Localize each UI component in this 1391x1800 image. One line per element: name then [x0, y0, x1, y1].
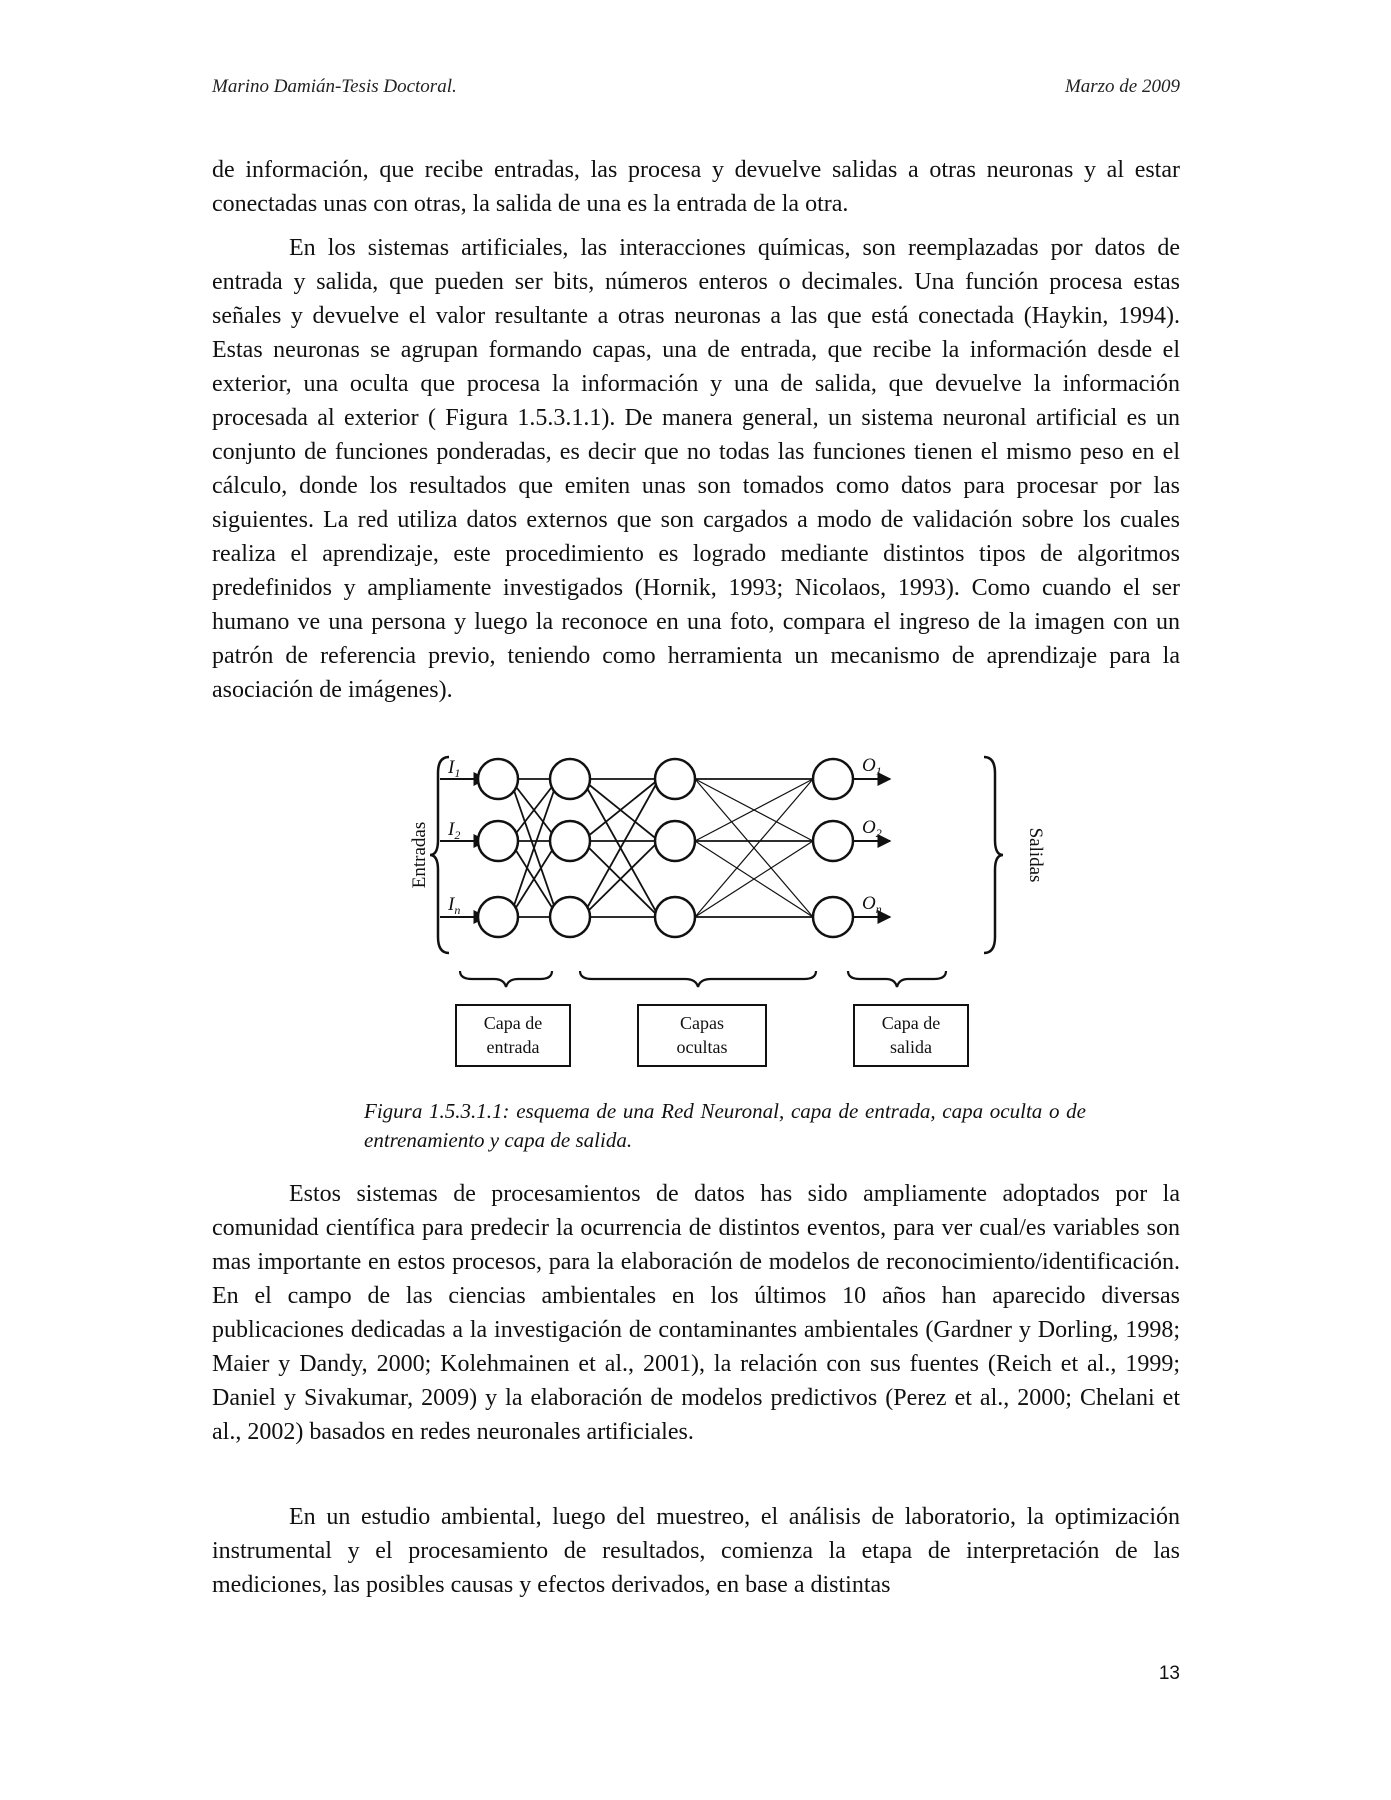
neuron	[813, 821, 853, 861]
neuron	[550, 897, 590, 937]
input-brace	[430, 757, 449, 953]
paragraph-4: En un estudio ambiental, luego del muestreo, el análisis de laboratorio, la optimización instrumental y el procesamiento de resultados, comienza la etapa de interpretación de las mediciones, las posibles causas y efectos derivados, en base a distintas	[212, 1504, 1180, 1598]
neuron	[813, 759, 853, 799]
output-label-1: $O_1$	[862, 755, 882, 778]
entradas-label: Entradas	[409, 821, 430, 889]
output-brace	[984, 757, 1003, 953]
header-date: Marzo de 2009	[1064, 76, 1180, 97]
hidden-layer-1-neurons	[550, 759, 590, 937]
hidden-layer-2-neurons	[655, 759, 695, 937]
hidden-layers-box-line1: Capas	[680, 1013, 724, 1033]
output-layer-box-line1: Capa de	[881, 1013, 941, 1033]
neuron	[655, 759, 695, 799]
paragraph-3: Estos sistemas de procesamientos de datos has sido ampliamente adoptados por la comunidad científica para predecir la ocurrencia de distintos eventos, para ver cual/es variables son mas importante en estos procesos, para la elaboración de modelos de reconocimiento/identificación. En el campo de las ciencias ambientales en los últimos 10 años han aparecido diversas publicaciones dedicadas a la investigación de contaminantes ambientales (Gardner y Dorling, 1998; Maier y Dandy, 2000; Kolehmainen et al., 2001), la relación con sus fuentes (Reich et al., 1999; Daniel y Sivakumar, 2009) y la elaboración de modelos predictivos (Perez et al., 2000; Chelani et al., 2002) basados en redes neuronales artificiales.	[212, 1181, 1180, 1445]
input-layer-box-line1: Capa de	[483, 1013, 543, 1033]
output-layer-box-line2: salida	[890, 1037, 932, 1057]
neuron	[478, 759, 518, 799]
output-label-2: $O_2$	[862, 817, 882, 840]
input-label-1: $I_1$	[448, 757, 461, 780]
salidas-label: Salidas	[1025, 827, 1046, 883]
paragraph-2: En los sistemas artificiales, las interacciones químicas, son reemplazadas por datos de entrada y salida, que pueden ser bits, números enteros o decimales. Una función procesa estas señales y devuelve el valor resultante a otras neuronas a las que está conectada (Haykin, 1994). Estas neuronas se agrupan formando capas, una de entrada, que recibe la información desde el exterior, una oculta que procesa la información y una de salida, que devuelve la información procesada al exterior ( Figura 1.5.3.1.1). De manera general, un sistema neuronal artificial es un conjunto de funciones ponderadas, es decir que no todas las funciones tienen el mismo peso en el cálculo, donde los resultados que emiten unas son tomados como datos para procesar por las siguientes. La red utiliza datos externos que son cargados a modo de validación sobre los cuales realiza el aprendizaje, este procedimiento es logrado mediante distintos tipos de algoritmos predefinidos y ampliamente investigados (Hornik, 1993; Nicolaos, 1993). Como cuando el ser humano ve una persona y luego la reconoce en una foto, compara el ingreso de la imagen con un patrón de referencia previo, teniendo como herramienta un mecanismo de aprendizaje para la asociación de imágenes).	[212, 235, 1180, 703]
header-author-title: Marino Damián-Tesis Doctoral.	[212, 76, 457, 97]
neuron	[478, 821, 518, 861]
neuron	[550, 759, 590, 799]
hidden-layers-brace	[580, 971, 816, 987]
paragraph-1: de información, que recibe entradas, las procesa y devuelve salidas a otras neuronas y al estar conectadas unas con otras, la salida de una es la entrada de la otra.	[212, 157, 1180, 217]
neuron	[655, 821, 695, 861]
page-header	[212, 76, 1180, 106]
hidden-layers-box-line2: ocultas	[676, 1037, 728, 1057]
figure-caption: Figura 1.5.3.1.1: esquema de una Red Neuronal, capa de entrada, capa oculta o de entrenamiento y capa de salida.	[364, 1099, 1086, 1152]
input-label-3: $I_n$	[448, 894, 461, 917]
neuron	[550, 821, 590, 861]
output-label-3: $O_n$	[862, 893, 882, 916]
input-layer-box-line2: entrada	[486, 1037, 540, 1057]
neuron	[478, 897, 518, 937]
output-layer-neurons	[813, 759, 853, 937]
neuron	[813, 897, 853, 937]
input-layer-brace	[460, 971, 552, 987]
neural-network-figure	[400, 745, 1046, 1071]
output-layer-brace	[848, 971, 946, 987]
connections-hidden1-hidden2	[582, 779, 659, 917]
input-label-2: $I_2$	[448, 819, 461, 842]
page-number: 13	[1158, 1663, 1180, 1684]
input-layer-neurons	[478, 759, 518, 937]
neuron	[655, 897, 695, 937]
connections-hidden2-output	[695, 779, 813, 917]
